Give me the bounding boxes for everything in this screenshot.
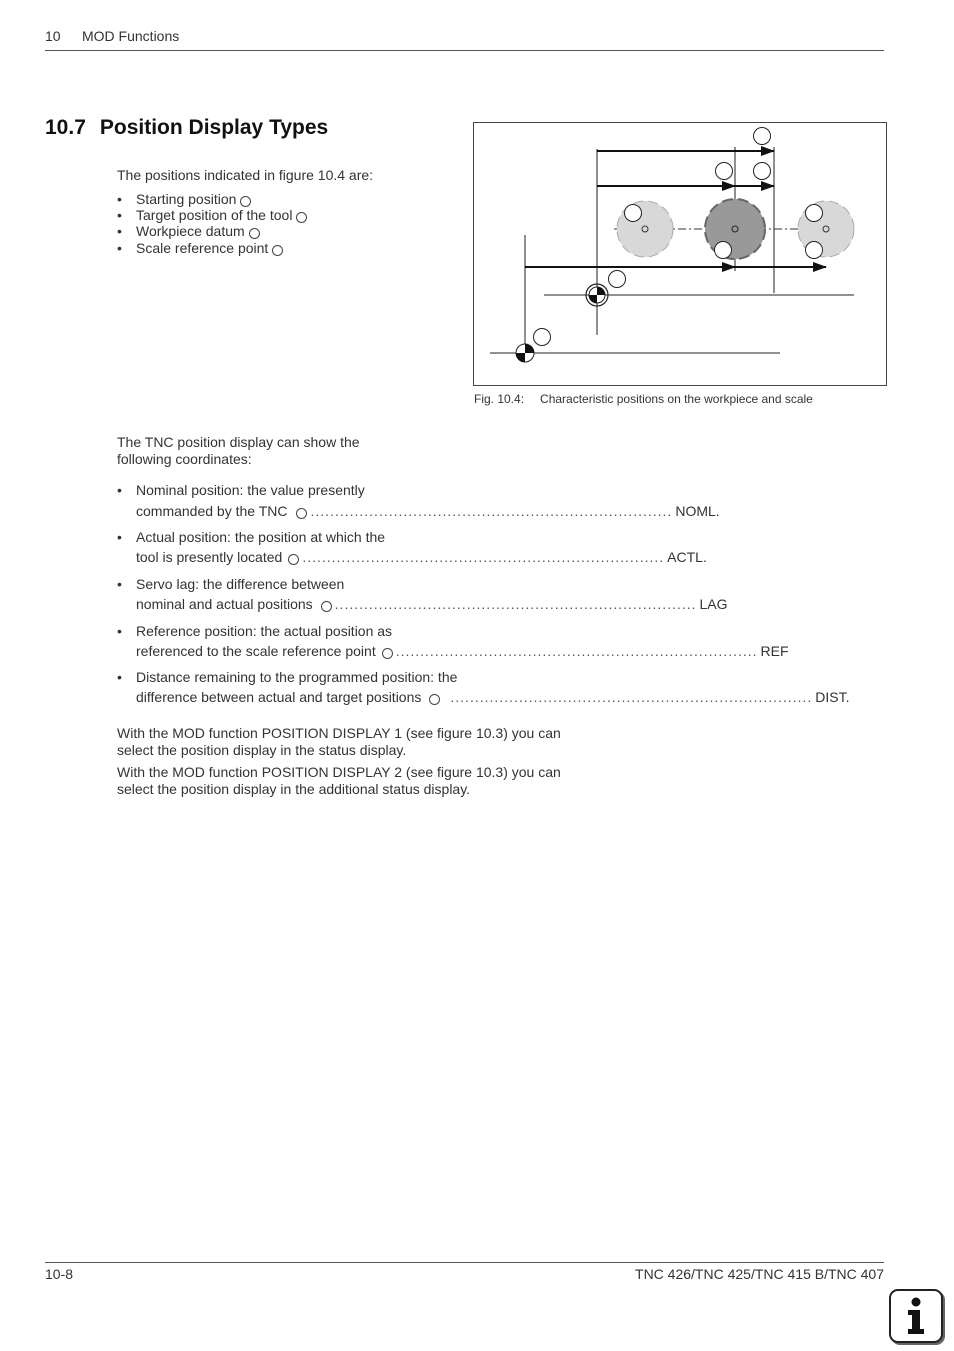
marker-circle-icon	[321, 601, 332, 612]
label-circle-icon	[716, 163, 733, 180]
label-circle-icon	[754, 163, 771, 180]
list-item: Workpiece datum	[136, 223, 260, 239]
marker-circle-icon	[240, 196, 251, 207]
figure-caption-text: Characteristic positions on the workpiece and scale	[540, 392, 813, 406]
label-circle-icon	[625, 205, 642, 222]
info-icon[interactable]	[889, 1289, 943, 1343]
scale-reference-icon	[516, 344, 534, 362]
list-item: Scale reference point	[136, 240, 283, 256]
marker-circle-icon	[272, 245, 283, 256]
page-number: 10-8	[45, 1266, 74, 1282]
label-circle-icon	[609, 271, 626, 288]
figure-caption	[474, 392, 813, 406]
coord-row: commanded by the TNC .......................................................................... NOML.	[136, 503, 720, 519]
coord-code: DIST.	[815, 689, 850, 705]
position-diagram	[474, 123, 886, 385]
coord-row: nominal and actual positions .......................................................................... LAG	[136, 596, 728, 612]
info-glyph-icon	[891, 1291, 941, 1341]
marker-circle-icon	[296, 508, 307, 519]
paragraph-display-1: With the MOD function POSITION DISPLAY 1 (see figure 10.3) you can select the position display in the status display.	[117, 725, 561, 758]
label-circle-icon	[806, 242, 823, 259]
header-rule	[45, 50, 884, 51]
coord-line1: Reference position: the actual position as	[136, 623, 393, 639]
paragraph-display-2: With the MOD function POSITION DISPLAY 2 (see figure 10.3) you can select the position display in the additional status display.	[117, 764, 561, 797]
marker-circle-icon	[288, 554, 299, 565]
coord-line1: Nominal position: the value presently	[136, 482, 365, 498]
coord-code: NOML.	[675, 503, 720, 519]
figure-box	[473, 122, 887, 386]
label-circle-icon	[534, 329, 551, 346]
coord-code: REF	[760, 643, 789, 659]
workpiece-datum-icon	[586, 284, 608, 306]
product-name: TNC 426/TNC 425/TNC 415 B/TNC 407	[635, 1266, 884, 1282]
list-item: Starting position	[136, 191, 251, 207]
section-heading	[45, 116, 342, 140]
label-circle-icon	[715, 242, 732, 259]
footer-rule	[45, 1262, 884, 1263]
marker-circle-icon	[429, 694, 440, 705]
coord-row: tool is presently located .......................................................................... ACTL.	[136, 549, 707, 565]
coord-code: LAG	[699, 596, 728, 612]
figure-label: Fig. 10.4:	[474, 392, 525, 406]
label-circle-icon	[806, 205, 823, 222]
coord-row: difference between actual and target positions .......................................................................... DIST.	[136, 689, 850, 705]
section-title: Position Display Types	[99, 116, 329, 139]
coord-line1: Distance remaining to the programmed position: the	[136, 669, 458, 685]
chapter-title: MOD Functions	[82, 28, 180, 44]
label-circle-icon	[754, 128, 771, 145]
marker-circle-icon	[296, 212, 307, 223]
coord-line1: Actual position: the position at which the	[136, 529, 386, 545]
marker-circle-icon	[249, 228, 260, 239]
coord-line1: Servo lag: the difference between	[136, 576, 345, 592]
marker-circle-icon	[382, 648, 393, 659]
chapter-number: 10	[45, 28, 61, 44]
coord-code: ACTL.	[667, 549, 707, 565]
section-number: 10.7	[45, 116, 86, 139]
display-intro: The TNC position display can show the following coordinates:	[117, 434, 360, 467]
intro-text: The positions indicated in figure 10.4 are:	[117, 167, 374, 183]
coord-row: referenced to the scale reference point .......................................................................... REF	[136, 643, 789, 659]
list-item: Target position of the tool	[136, 207, 307, 223]
